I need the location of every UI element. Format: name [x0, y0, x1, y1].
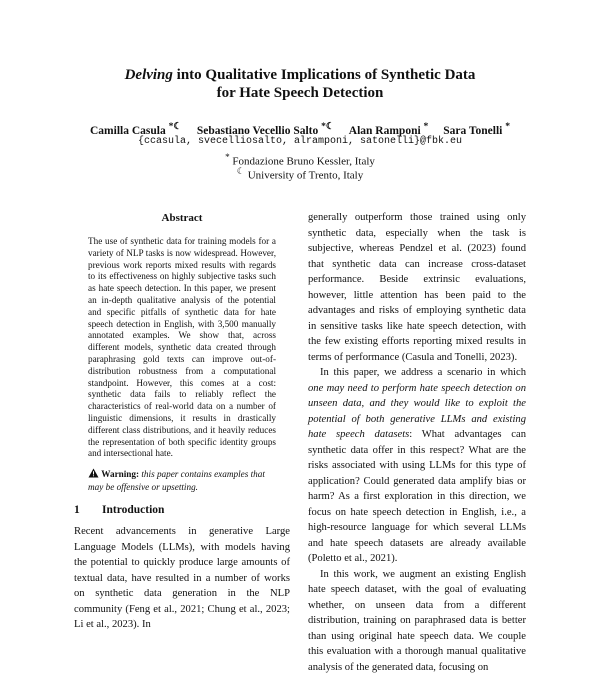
affiliation-name: Fondazione Bruno Kessler, Italy [232, 156, 375, 168]
affiliation-mark: * [225, 152, 230, 162]
author-marks: * [505, 121, 510, 132]
author-emails: {ccasula, svecelliosalto, alramponi, satonelli}@fbk.eu [0, 135, 600, 149]
title-line2: for Hate Speech Detection [217, 85, 384, 101]
paper-title [0, 66, 600, 102]
paragraph: generally outperform those trained using only synthetic data, especially when the task is subjective, whereas Pendzel et al. (2023) found that synthetic data can increase cross-dataset performance. Beside extrinsic evaluations, however, little attention has been paid to the advantages and risks of employing synthetic data in sensitive tasks like hate speech detection, with the few existing efforts reporting mixed results in terms of performance (Casula and Tonelli, 2023). [308, 210, 526, 365]
author-name: Alan Ramponi [349, 125, 421, 137]
author-name: Sara Tonelli [443, 125, 502, 137]
author-marks: *☾ [321, 121, 334, 132]
introduction-text: Recent advancements in generative Large Language Models (LLMs), with models having the potential to quickly produce large amounts of textual data, have resulted in a number of works on synthetic data generation in the NLP community (Feng et al., 2021; Chung et al., 2023; Li et al., 2023). In [74, 524, 290, 633]
author-name: Camilla Casula [90, 125, 166, 137]
title-italic-word: Delving [125, 67, 173, 83]
abstract-text: The use of synthetic data for training models for a variety of NLP tasks is now widespread. However, previous work reports mixed results with regards to its effectiveness on highly subjective tasks such as hate speech detection. In this paper, we present an in-depth qualitative analysis of the potential and specific pitfalls of synthetic data for hate speech detection in English, with 3,500 manually annotated examples. We show that, across different models, synthetic data created through paraphrasing gold texts can improve out-of-distribution robustness from a computational standpoint. However, this comes at a cost: synthetic data fails to reliably reflect the characteristics of real-world data on a number of linguistic dimensions, it results in drastically different class distributions, and it heavily reduces the representation of both specific identity groups and intersectional hate. [88, 236, 276, 460]
section-heading [74, 504, 164, 516]
paragraph: In this work, we augment an existing English hate speech dataset, with the goal of evaluating whether, on unseen data from a different distribution, training on paraphrased data is better than using original hate speech data. We couple this evaluation with a thorough manual qualitative analysis of the generated data, focusing on [308, 567, 526, 675]
author-marks: * [424, 121, 429, 132]
author-marks: *☾ [169, 121, 182, 132]
warning-text: this paper contains examples that may be offensive or upsetting. [88, 469, 265, 492]
title-line1-rest: into Qualitative Implications of Synthetic Data [173, 67, 476, 83]
warning-label: Warning: [101, 469, 139, 479]
paragraph-end: : What advantages can synthetic data offer in this respect? What are the risks associated with using LLMs for this type of application? Could generated data amplify bias or harm? As a first exploration in this direction, we focus on hate speech detection in English, i.e., a high-resource language for which several LLMs and hate speech datasets are already available (Poletto et al., 2021). [308, 429, 526, 564]
affiliation [0, 164, 600, 183]
warning-note [88, 468, 276, 493]
abstract-heading: Abstract [88, 212, 276, 224]
right-column [308, 210, 526, 675]
paragraph [308, 365, 526, 567]
warning-icon [88, 468, 99, 481]
paragraph-start: In this paper, we address a scenario in which [320, 367, 526, 378]
paragraph-italic: one may need to perform hate speech detection on unseen data, and they would like to exploit the potential of both generative LLMs and existing hate speech datasets [308, 383, 526, 441]
affiliation-name: University of Trento, Italy [248, 170, 364, 182]
section-title: Introduction [102, 504, 164, 516]
affiliation-mark: ☾ [237, 166, 245, 176]
section-number: 1 [74, 504, 102, 516]
author-name: Sebastiano Vecellio Salto [197, 125, 318, 137]
